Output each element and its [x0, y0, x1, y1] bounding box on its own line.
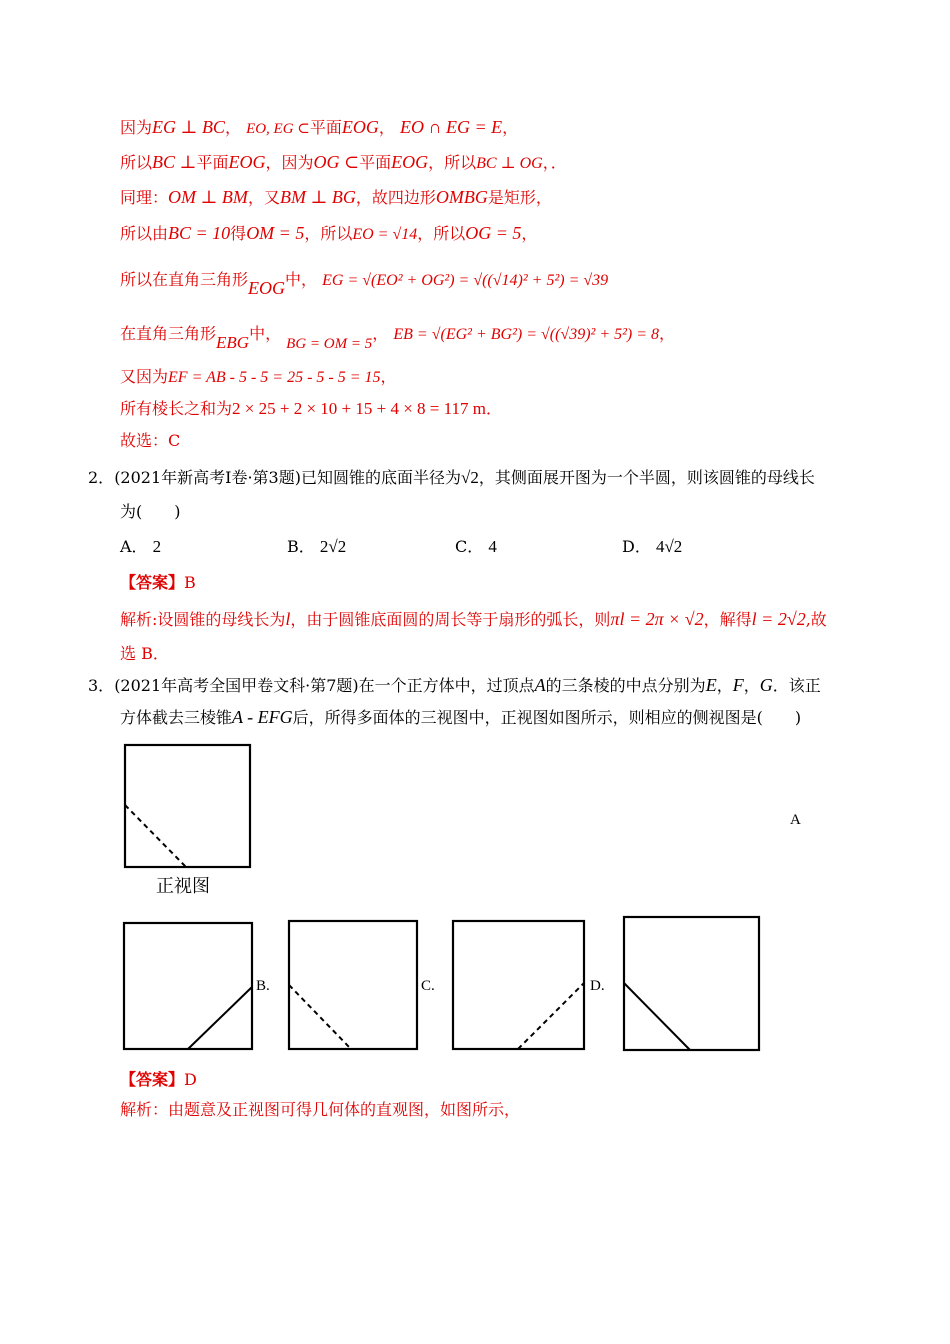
option-a-solid-edge [188, 987, 252, 1049]
solution-line-3: 同理：OM ⊥ BM，又BM ⊥ BG，故四边形OMBG是矩形， [120, 187, 552, 207]
q3-option-a-label: A [790, 812, 801, 828]
q3-stem-line-2: 方体截去三棱锥A - EFG后，所得多面体的三视图中，正视图如图所示，则相应的侧视图是( ) [120, 707, 802, 727]
option-d-solid-edge [624, 983, 690, 1050]
q2-stem-line-1: 2．(2021年新高考Ⅰ卷·第3题)已知圆锥的底面半径为√2，其侧面展开图为一个半圆，则该圆锥的母线长 [88, 468, 815, 487]
q2-option-b: B． 2√2 [287, 537, 347, 556]
q3-option-d-figure [623, 916, 761, 1048]
q2-answer: 【答案】B [120, 573, 196, 592]
front-view-caption: 正视图 [156, 876, 210, 897]
q3-option-b-label: B. [256, 978, 270, 994]
q2-option-d: D． 4√2 [622, 537, 683, 556]
solution-line-5: 所以在直角三角形EOG中， EG = √(EO² + OG²) = √((√14)² + 5²) = √39 [120, 270, 609, 298]
solution-line-1: 因为EG ⊥ BC， EO, EG ⊂平面EOG， EO ∩ EG = E， [120, 117, 519, 137]
solution-line-8: 所有棱长之和为2 × 25 + 2 × 10 + 15 + 4 × 8 = 117 m． [120, 399, 502, 418]
front-view-dashed-edge [125, 805, 186, 867]
q2-option-a: A． 2 [120, 537, 162, 556]
solution-line-7: 又因为EF = AB - 5 - 5 = 25 - 5 - 5 = 15， [120, 367, 397, 386]
q3-option-a-figure [123, 922, 255, 1052]
option-d-square [624, 917, 759, 1050]
q2-explanation-line-1: 解析:设圆锥的母线长为l，由于圆锥底面圆的周长等于扇形的弧长，则πl = 2π × √2，解得l = 2√2,故 [120, 609, 827, 629]
option-a-square [124, 923, 252, 1049]
q3-stem-line-1: 3．(2021年高考全国甲卷文科·第7题)在一个正方体中，过顶点A的三条棱的中点分别为E，F，G．该正 [88, 675, 821, 695]
solution-line-2: 所以BC ⊥平面EOG，因为OG ⊂平面EOG，所以BC ⊥ OG，． [120, 152, 567, 172]
q3-answer: 【答案】D [120, 1070, 197, 1089]
q3-option-b-figure [288, 920, 420, 1052]
front-view-square [125, 745, 250, 867]
q3-option-c-label: C. [421, 978, 435, 994]
option-b-square [289, 921, 417, 1049]
q2-explanation-line-2: 选 B． [120, 644, 169, 663]
solution-line-9: 故选：C [120, 431, 181, 450]
q2-option-c: C． 4 [455, 537, 497, 556]
q3-explanation: 解析：由题意及正视图可得几何体的直观图，如图所示， [120, 1100, 521, 1119]
solution-line-6: 在直角三角形EBG中， BG = OM = 5， EB = √(EG² + BG²) = √((√39)² + 5²) = 8， [120, 324, 676, 352]
option-c-square [453, 921, 584, 1049]
q3-option-c-figure [452, 920, 586, 1052]
solution-line-4: 所以由BC = 10得OM = 5，所以EO = √14，所以OG = 5， [120, 223, 538, 243]
q2-stem-line-2: 为( ) [120, 502, 181, 521]
q3-option-d-label: D. [590, 978, 605, 994]
option-b-dashed-edge [289, 985, 351, 1049]
option-c-dashed-edge [518, 983, 584, 1049]
front-view-figure [124, 744, 254, 869]
